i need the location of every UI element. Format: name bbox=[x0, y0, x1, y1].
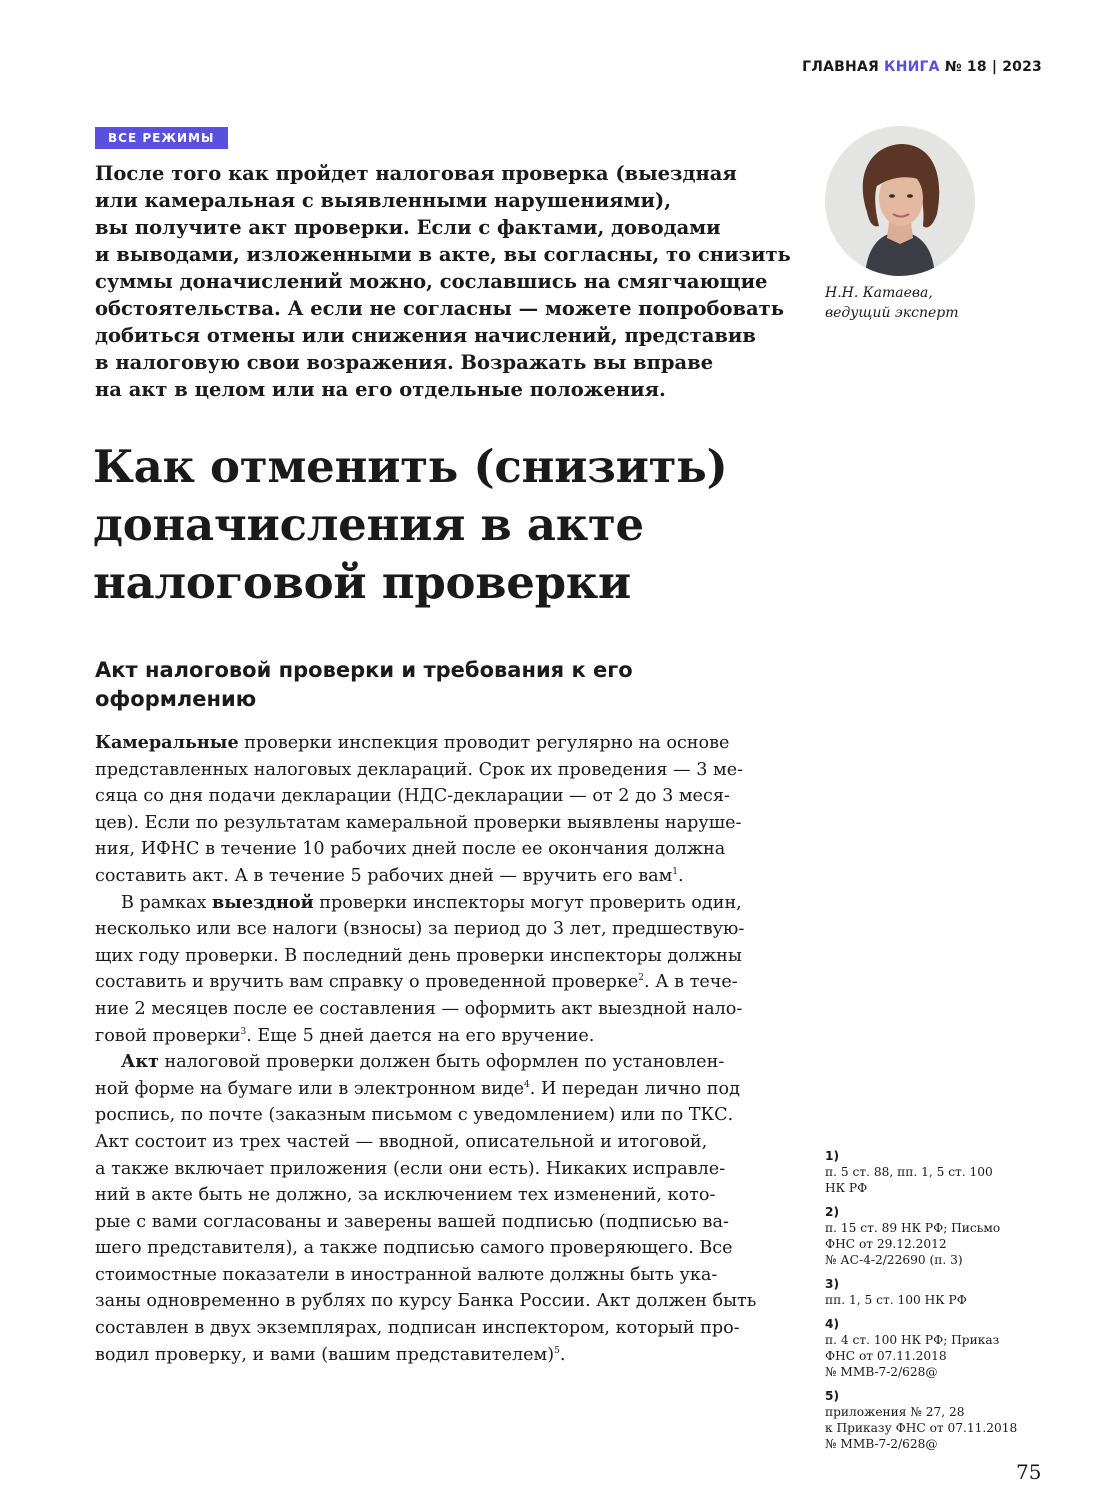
body-line: ний в акте быть не должно, за исключением тех изменений, кото- bbox=[95, 1185, 716, 1206]
author-photo-icon bbox=[825, 126, 975, 276]
section-tag: ВСЕ РЕЖИМЫ bbox=[95, 127, 228, 149]
body-line: говой проверки$^3$. Еще 5 дней дается на его вручение. bbox=[95, 1025, 595, 1046]
lead-line: обстоятельства. А если не согласны — можете попробовать bbox=[95, 297, 785, 320]
title-line: налоговой проверки bbox=[93, 556, 632, 609]
lead-line: и выводами, изложенными в акте, вы согласны, то снизить bbox=[95, 243, 791, 266]
body-line: роспись, по почте (заказным письмом с уведомлением) или по ТКС. bbox=[95, 1105, 734, 1126]
lead-line: в налоговую свои возражения. Возражать вы вправе bbox=[95, 351, 714, 374]
body-line: заны одновременно в рублях по курсу Банка России. Акт должен быть bbox=[95, 1291, 757, 1312]
lead-line: или камеральная с выявленными нарушениями), bbox=[95, 189, 671, 212]
footnotes bbox=[825, 1148, 1055, 1460]
body-line: В рамках выездной проверки инспекторы могут проверить один, bbox=[121, 891, 742, 913]
subtitle-line: Акт налоговой проверки и требования к его bbox=[95, 658, 633, 682]
body-line: сяца со дня подачи декларации (НДС-декларации — от 2 до 3 меся- bbox=[95, 786, 730, 807]
body-line: Акт состоит из трех частей — вводной, описательной и итоговой, bbox=[95, 1131, 708, 1152]
article-body bbox=[95, 730, 785, 1368]
footnote-ref: 5 bbox=[554, 1345, 560, 1356]
title-line: доначисления в акте bbox=[93, 498, 644, 551]
body-line: составлен в двух экземплярах, подписан инспектором, который про- bbox=[95, 1318, 740, 1339]
author-portrait bbox=[825, 126, 975, 276]
term-vyezdnoy: выездной bbox=[211, 891, 314, 913]
body-line: рые с вами согласованы и заверены вашей подписью (подписью ва- bbox=[95, 1211, 729, 1232]
footnote-ref: 1 bbox=[672, 867, 679, 878]
footnote: 5) приложения № 27, 28 к Приказу ФНС от 07.11.2018 № ММВ-7-2/628@ bbox=[825, 1389, 1018, 1451]
lead-paragraph bbox=[95, 160, 791, 403]
body-line: Камеральные проверки инспекция проводит регулярно на основе bbox=[95, 732, 730, 753]
body-line: несколько или все налоги (взносы) за период до 3 лет, предшествую- bbox=[95, 919, 745, 940]
term-akt: Акт bbox=[121, 1051, 159, 1073]
body-line: цев). Если по результатам камеральной проверки выявлены наруше- bbox=[95, 812, 742, 833]
subtitle-line: оформлению bbox=[95, 687, 257, 711]
body-line: стоимостные показатели в иностранной валюте должны быть ука- bbox=[95, 1264, 718, 1285]
body-line: водил проверку, и вами (вашим представителем)$^5$. bbox=[95, 1344, 566, 1365]
footnote-number: 4) bbox=[825, 1317, 840, 1331]
lead-line: После того как пройдет налоговая проверка (выездная bbox=[95, 162, 737, 185]
footnote: 4) п. 4 ст. 100 НК РФ; Приказ ФНС от 07.11.2018 № ММВ-7-2/628@ bbox=[825, 1317, 1000, 1379]
body-line: составить и вручить вам справку о проведенной проверке$^2$. А в тече- bbox=[95, 972, 738, 993]
footnote-ref: 4 bbox=[524, 1079, 530, 1090]
footnote-number: 5) bbox=[825, 1389, 840, 1403]
author-caption bbox=[825, 283, 1025, 323]
section-heading bbox=[95, 656, 795, 714]
lead-line: на акт в целом или на его отдельные положения. bbox=[95, 378, 666, 401]
footnote-number: 2) bbox=[825, 1205, 840, 1219]
footnote-number: 1) bbox=[825, 1149, 840, 1163]
lead-line: суммы доначислений можно, сославшись на смягчающие bbox=[95, 270, 768, 293]
author-name: Н.Н. Катаева, bbox=[825, 285, 933, 301]
footnote: 3) пп. 1, 5 ст. 100 НК РФ bbox=[825, 1277, 967, 1307]
author-role: ведущий эксперт bbox=[825, 305, 959, 321]
footnote: 2) п. 15 ст. 89 НК РФ; Письмо ФНС от 29.12.2012 № АС-4-2/22690 (п. 3) bbox=[825, 1205, 1001, 1267]
masthead bbox=[802, 59, 1042, 75]
footnote-ref: 2 bbox=[638, 973, 645, 984]
masthead-issue: № 18 | 2023 bbox=[944, 59, 1042, 75]
body-line: а также включает приложения (если они есть). Никаких исправле- bbox=[95, 1158, 726, 1179]
masthead-brand-2: КНИГА bbox=[884, 59, 940, 75]
lead-line: добиться отмены или снижения начислений, представив bbox=[95, 324, 756, 347]
page-number: 75 bbox=[1016, 1460, 1042, 1484]
title-line: Как отменить (снизить) bbox=[93, 440, 728, 493]
body-line: ной форме на бумаге или в электронном виде$^4$. И передан лично под bbox=[95, 1078, 740, 1099]
masthead-brand-1: ГЛАВНАЯ bbox=[802, 59, 879, 75]
term-kameralnye: Камеральные bbox=[95, 732, 239, 753]
lead-line: вы получите акт проверки. Если с фактами, доводами bbox=[95, 216, 721, 239]
footnote-ref: 3 bbox=[240, 1026, 247, 1037]
body-line: составить акт. А в течение 5 рабочих дней — вручить его вам$^1$. bbox=[95, 865, 684, 886]
body-line: ния, ИФНС в течение 10 рабочих дней после ее окончания должна bbox=[95, 839, 726, 860]
footnote: 1) п. 5 ст. 88, пп. 1, 5 ст. 100 НК РФ bbox=[825, 1149, 993, 1195]
body-line: ние 2 месяцев после ее составления — оформить акт выездной нало- bbox=[95, 998, 743, 1019]
body-line: представленных налоговых деклараций. Срок их проведения — 3 ме- bbox=[95, 759, 744, 780]
article-title bbox=[93, 438, 993, 612]
footnote-number: 3) bbox=[825, 1277, 840, 1291]
body-line: щих году проверки. В последний день проверки инспекторы должны bbox=[95, 945, 742, 966]
body-line: шего представителя), а также подписью самого проверяющего. Все bbox=[95, 1238, 733, 1259]
body-line: Акт налоговой проверки должен быть оформлен по установлен- bbox=[121, 1051, 725, 1073]
